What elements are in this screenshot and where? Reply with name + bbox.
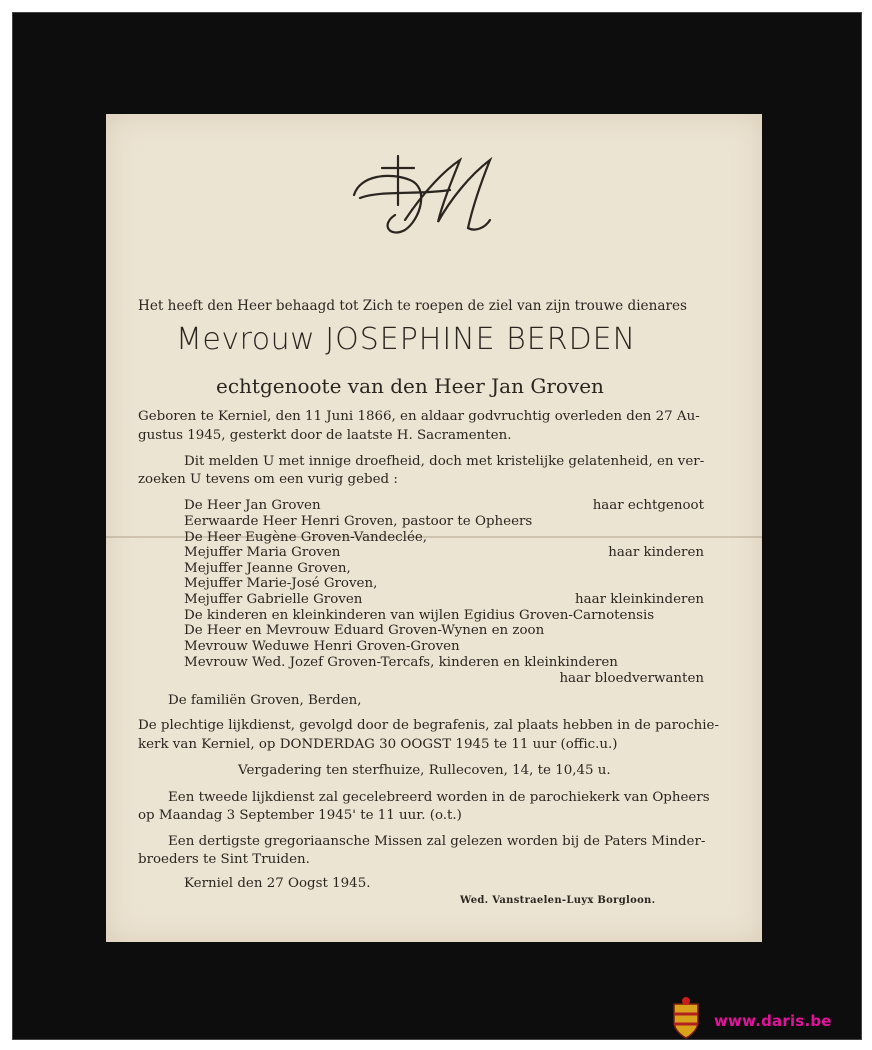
second-service-line-2: op Maandag 3 September 1945' te 11 uur. (o.t.) xyxy=(138,808,462,823)
family-name-5: Mejuffer Jeanne Groven, xyxy=(184,561,351,576)
printer-credit: Wed. Vanstraelen-Luyx Borgloon. xyxy=(460,895,656,906)
gathering-line: Vergadering ten sterfhuize, Rullecoven, 14, te 10,45 u. xyxy=(238,763,611,778)
crest-logo-icon xyxy=(670,996,702,1040)
families-line: De familiën Groven, Berden, xyxy=(168,693,362,708)
family-name-7: Mejuffer Gabrielle Groven xyxy=(184,592,363,607)
relation-grandchildren: haar kleinkinderen xyxy=(575,592,704,607)
family-name-9: De Heer en Mevrouw Eduard Groven-Wynen en zoon xyxy=(184,623,545,638)
deceased-name-title xyxy=(176,322,636,357)
title-name: JOSEPHINE BERDEN xyxy=(325,322,637,357)
family-name-8: De kinderen en kleinkinderen van wijlen Egidius Groven-Carnotensis xyxy=(184,608,655,623)
family-name-3: De Heer Eugène Groven-Vandeclée, xyxy=(184,530,428,545)
family-name-10: Mevrouw Weduwe Henri Groven-Groven xyxy=(184,639,460,654)
birth-line-1: Geboren te Kerniel, den 11 Juni 1866, en aldaar godvruchtig overleden den 27 Au- xyxy=(138,409,700,424)
family-name-2: Eerwaarde Heer Henri Groven, pastoor te Opheers xyxy=(184,514,533,529)
funeral-line-1: De plechtige lijkdienst, gevolgd door de begrafenis, zal plaats hebben in de parochie- xyxy=(138,718,719,733)
funeral-line-2: kerk van Kerniel, op DONDERDAG 30 OOGST 1945 te 11 uur (offic.u.) xyxy=(138,737,618,752)
family-name-6: Mejuffer Marie-José Groven, xyxy=(184,576,378,591)
masses-line-1: Een dertigste gregoriaansche Missen zal gelezen worden bij de Paters Minder- xyxy=(168,834,706,849)
intro-line: Het heeft den Heer behaagd tot Zich te roepen de ziel van zijn trouwe dienares xyxy=(138,298,687,314)
family-name-11: Mevrouw Wed. Jozef Groven-Tercafs, kinderen en kleinkinderen xyxy=(184,655,618,670)
relation-relatives: haar bloedverwanten xyxy=(559,671,704,686)
family-name-1: De Heer Jan Groven xyxy=(184,498,321,513)
place-date: Kerniel den 27 Oogst 1945. xyxy=(184,876,371,891)
watermark-site[interactable]: www.daris.be xyxy=(714,1012,832,1030)
notify-line-2: zoeken U tevens om een vurig gebed : xyxy=(138,472,398,487)
relation-children: haar kinderen xyxy=(608,545,704,560)
notify-line-1: Dit melden U met innige droefheid, doch met kristelijke gelatenheid, en ver- xyxy=(184,454,705,469)
title-prefix: Mevrouw xyxy=(176,322,316,357)
masses-line-2: broeders te Sint Truiden. xyxy=(138,852,310,867)
relation-husband: haar echtgenoot xyxy=(592,498,704,513)
spouse-subtitle: echtgenoote van den Heer Jan Groven xyxy=(216,374,604,398)
second-service-line-1: Een tweede lijkdienst zal gecelebreerd worden in de parochiekerk van Opheers xyxy=(168,790,710,805)
cross-monogram-icon xyxy=(350,150,500,240)
family-name-4: Mejuffer Maria Groven xyxy=(184,545,341,560)
birth-line-2: gustus 1945, gesterkt door de laatste H. Sacramenten. xyxy=(138,428,512,443)
